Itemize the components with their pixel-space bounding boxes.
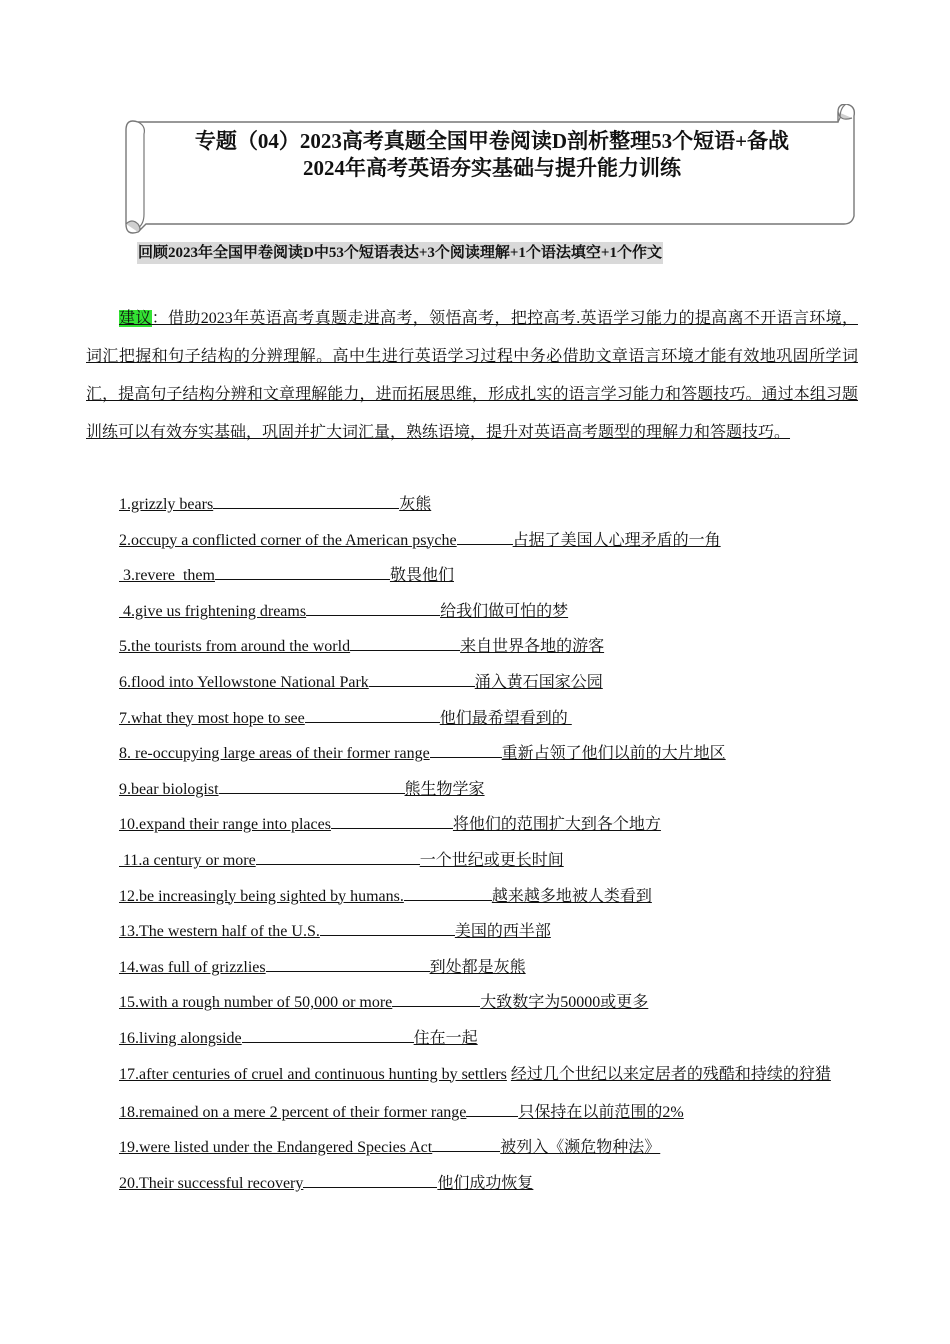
list-item: 13.The western half of the U.S. 美国的西半部 bbox=[86, 913, 858, 949]
list-item: 14.was full of grizzlies 到处都是灰熊 bbox=[86, 949, 858, 985]
list-item: 18.remained on a mere 2 percent of their former range 只保持在以前范围的2% bbox=[86, 1094, 858, 1130]
list-item: 1.grizzly bears 灰熊 bbox=[86, 486, 858, 522]
list-item: 8. re-occupying large areas of their former range 重新占领了他们以前的大片地区 bbox=[86, 735, 858, 771]
advice-text: ：借助2023年英语高考真题走进高考，领悟高考，把控高考.英语学习能力的提高离不开语言环境，词汇把握和句子结构的分辨理解。高中生进行英语学习过程中务必借助文章语言环境才能有效地巩固所学词汇，提高句子结构分辨和文章理解能力，进而拓展思维，形成扎实的语言学习能力和答题技巧。通过本组习题训练可以有效夯实基础，巩固并扩大词汇量，熟练语境，提升对英语高考题型的理解力和答题技巧。 bbox=[86, 310, 858, 441]
advice-label: 建议 bbox=[119, 310, 152, 327]
list-item: 16.living alongside 住在一起 bbox=[86, 1020, 858, 1056]
list-item: 10.expand their range into places 将他们的范围扩大到各个地方 bbox=[86, 806, 858, 842]
list-item: 17.after centuries of cruel and continuous hunting by settlers 经过几个世纪以来定居者的残酷和持续的狩猎 bbox=[119, 1065, 831, 1083]
list-item: 5.the tourists from around the world 来自世界各地的游客 bbox=[86, 628, 858, 664]
list-item: 6.flood into Yellowstone National Park 涌入黄石国家公园 bbox=[86, 664, 858, 700]
list-item: 11.a century or more 一个世纪或更长时间 bbox=[86, 842, 858, 878]
title-line-2: 2024年高考英语夯实基础与提升能力训练 bbox=[303, 156, 681, 180]
list-item: 4.give us frightening dreams 给我们做可怕的梦 bbox=[86, 593, 858, 629]
page-title bbox=[150, 128, 834, 182]
list-item: 12.be increasingly being sighted by humans. 越来越多地被人类看到 bbox=[86, 878, 858, 914]
subtitle: 回顾2023年全国甲卷阅读D中53个短语表达+3个阅读理解+1个语法填空+1个作文 bbox=[137, 242, 663, 264]
title-line-1: 专题（04）2023高考真题全国甲卷阅读D剖析整理53个短语+备战 bbox=[194, 129, 790, 153]
list-item: 7.what they most hope to see 他们最希望看到的 bbox=[86, 700, 858, 736]
list-item: 2.occupy a conflicted corner of the American psyche 占据了美国人心理矛盾的一角 bbox=[86, 522, 858, 558]
phrase-list bbox=[86, 486, 858, 1200]
list-item: 15.with a rough number of 50,000 or more 大致数字为50000或更多 bbox=[86, 984, 858, 1020]
list-item: 9.bear biologist 熊生物学家 bbox=[86, 771, 858, 807]
list-item: 3.revere them 敬畏他们 bbox=[86, 557, 858, 593]
list-item: 20.Their successful recovery 他们成功恢复 bbox=[86, 1165, 858, 1201]
list-item: 19.were listed under the Endangered Species Act 被列入《濒危物种法》 bbox=[86, 1129, 858, 1165]
advice-paragraph bbox=[86, 300, 858, 452]
